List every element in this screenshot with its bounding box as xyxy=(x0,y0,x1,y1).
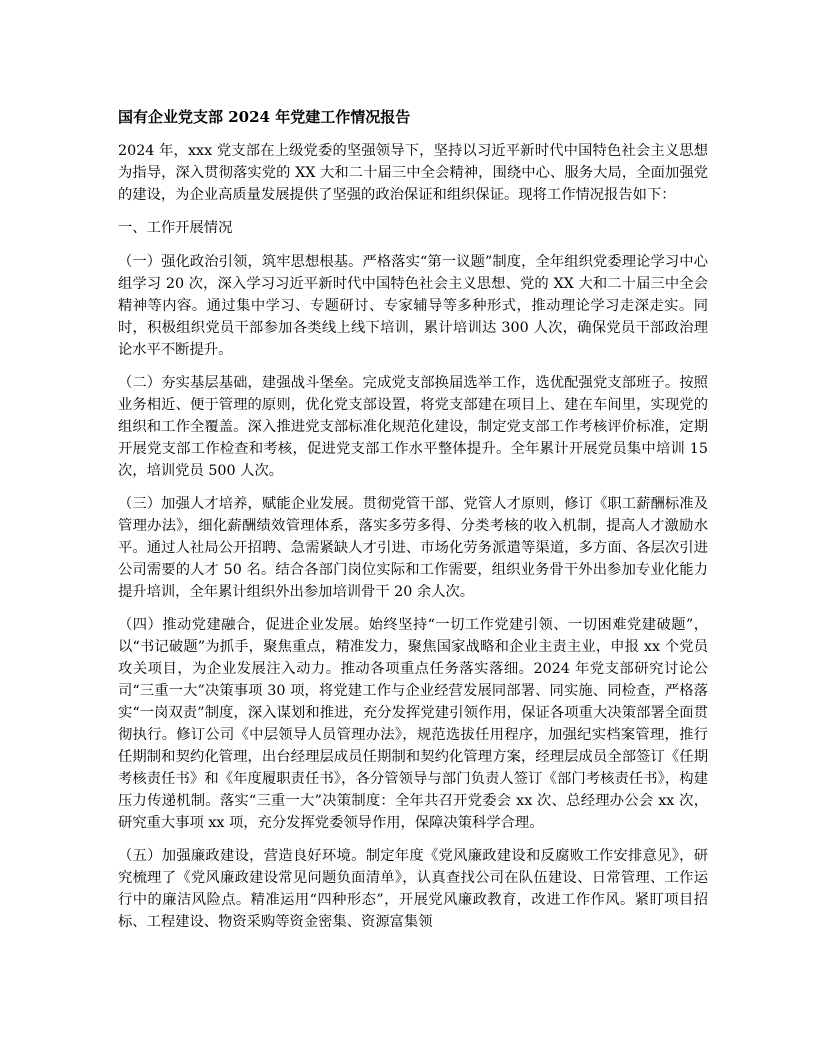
paragraph-talent-cultivation: （三）加强人才培养，赋能企业发展。贯彻党管干部、党管人才原则，修订《职工薪酬标准及管理办法》，细化薪酬绩效管理体系，落实多劳多得、分类考核的收入机制，提高人才激励水平。通过人社局公开招聘、急需紧缺人才引进、市场化劳务派遣等渠道，多方面、各层次引进公司需要的人才 50 名。结合各部门岗位实际和工作需要，组织业务骨干外出参加专业化能力提升培训，全年累计组织外出参加培训骨干 20 余人次。 xyxy=(118,496,708,600)
intro-paragraph: 2024 年，xxx 党支部在上级党委的坚强领导下，坚持以习近平新时代中国特色社会主义思想为指导，深入贯彻落实党的 XX 大和二十届三中全会精神，围绕中心、服务大局，全面加强党的建设，为企业高质量发展提供了坚强的政治保证和组织保证。现将工作情况报告如下： xyxy=(118,143,708,203)
paragraph-party-integration: （四）推动党建融合，促进企业发展。始终坚持“一切工作党建引领、一切困难党建破题”，以“书记破题”为抓手，聚焦重点，精准发力，聚焦国家战略和企业主责主业，申报 xx 个党员攻关项目，为企业发展注入动力。推动各项重点任务落实落细。2024 年党支部研究讨论公司“三重一大”决策事项 30 项，将党建工作与企业经营发展同部署、同实施、同检查，严格落实“一岗双责”制度，深入谋划和推进，充分发挥党建引领作用，保证各项重大决策部署全面贯彻执行。修订公司《中层领导人员管理办法》，规范选拔任用程序，加强纪实档案管理，推行任期制和契约化管理，出台经理层成员任期制和契约化管理方案，经理层成员全部签订《任期考核责任书》和《年度履职责任书》，各分管领导与部门负责人签订《部门考核责任书》，构建压力传递机制。落实“三重一大”决策制度：全年共召开党委会 xx 次、总经理办公会 xx 次，研究重大事项 xx 项，充分发挥党委领导作用，保障决策科学合理。 xyxy=(118,617,708,831)
document-title: 国有企业党支部 2024 年党建工作情况报告 xyxy=(118,108,411,126)
document-page xyxy=(118,106,708,944)
paragraph-integrity-building: （五）加强廉政建设，营造良好环境。制定年度《党风廉政建设和反腐败工作安排意见》，研究梳理了《党风廉政建设常见问题负面清单》，认真查找公司在队伍建设、日常管理、工作运行中的廉洁风险点。精准运用“四种形态”，开展党风廉政教育，改进工作作风。紧盯项目招标、工程建设、物资采购等资金密集、资源富集领 xyxy=(118,848,708,930)
paragraph-grassroots-foundation: （二）夯实基层基础，建强战斗堡垒。完成党支部换届选举工作，选优配强党支部班子。按照业务相近、便于管理的原则，优化党支部设置，将党支部建在项目上、建在车间里，实现党的组织和工作全覆盖。深入推进党支部标准化规范化建设，制定党支部工作考核评价标准，定期开展党支部工作检查和考核，促进党支部工作水平整体提升。全年累计开展党员集中培训 15 次，培训党员 500 人次。 xyxy=(118,375,708,479)
section-heading: 一、工作开展情况 xyxy=(118,220,233,236)
paragraph-political-guidance: （一）强化政治引领，筑牢思想根基。严格落实“第一议题”制度，全年组织党委理论学习中心组学习 20 次，深入学习习近平新时代中国特色社会主义思想、党的 XX 大和二十届三中全会精神等内容。通过集中学习、专题研讨、专家辅导等多种形式，推动理论学习走深走实。同时，积极组织党员干部参加各类线上线下培训，累计培训达 300 人次，确保党员干部政治理论水平不断提升。 xyxy=(118,254,708,358)
